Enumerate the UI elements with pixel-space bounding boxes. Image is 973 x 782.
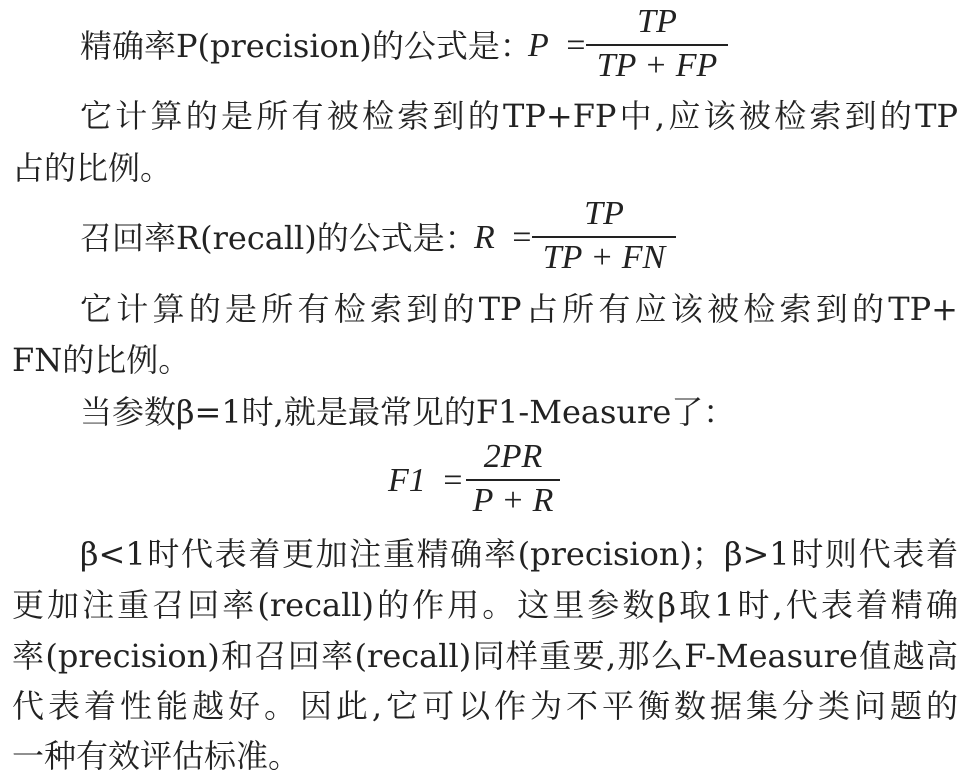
precision-fraction	[586, 2, 728, 88]
recall-intro: 召回率R(recall)的公式是：	[80, 219, 477, 257]
conclusion-line-5: 一种有效评估标准。	[12, 737, 301, 775]
f1-numerator: 2PR	[483, 438, 543, 475]
precision-lhs: P	[528, 27, 549, 64]
conclusion-line-4: 代表着性能越好。因此,它可以作为不平衡数据集分类问题的	[12, 687, 958, 725]
recall-numerator: TP	[584, 195, 624, 232]
recall-lhs: R	[474, 219, 495, 256]
recall-denominator: TP + FN	[542, 239, 666, 276]
precision-intro: 精确率P(precision)的公式是：	[80, 27, 532, 65]
f1-intro: 当参数β=1时,就是最常见的F1-Measure了：	[80, 393, 736, 431]
recall-equals: =	[510, 219, 534, 256]
recall-formula-lhs	[474, 218, 533, 258]
conclusion-line-2: 更加注重召回率(recall)的作用。这里参数β取1时,代表着精确	[12, 586, 958, 624]
precision-description-line-2: 占的比例。	[12, 149, 173, 187]
precision-description-line-1: 它计算的是所有被检索到的TP+FP中,应该被检索到的TP	[80, 97, 958, 135]
precision-denominator: TP + FP	[596, 47, 718, 84]
precision-formula-lhs	[528, 26, 587, 66]
recall-fraction	[532, 194, 676, 280]
precision-numerator: TP	[637, 3, 677, 40]
f1-fraction	[466, 437, 560, 523]
f1-denominator: P + R	[472, 482, 554, 519]
precision-equals: =	[564, 27, 588, 64]
f1-formula-lhs	[388, 461, 464, 501]
conclusion-line-3: 率(precision)和召回率(recall)同样重要,那么F-Measure值越高	[12, 637, 958, 675]
recall-description-line-1: 它计算的是所有检索到的TP占所有应该被检索到的TP+	[80, 290, 958, 328]
f1-equals: =	[441, 462, 465, 499]
conclusion-line-1: β<1时代表着更加注重精确率(precision)；β>1时则代表着	[80, 535, 958, 573]
f1-lhs: F1	[388, 462, 426, 499]
recall-description-line-2: FN的比例。	[12, 341, 191, 379]
